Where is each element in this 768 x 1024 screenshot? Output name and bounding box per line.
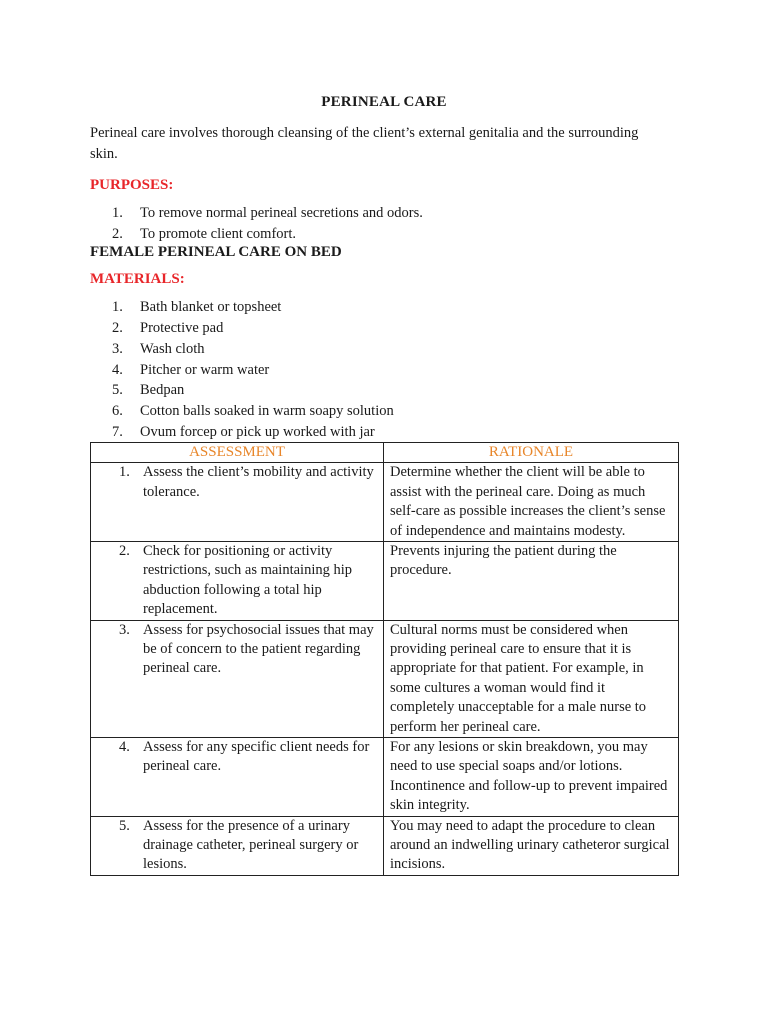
assessment-cell: [91, 816, 384, 875]
table-row: [91, 541, 679, 620]
purposes-heading: PURPOSES:: [90, 177, 174, 193]
page-title: PERINEAL CARE: [321, 94, 447, 110]
list-item: [90, 318, 768, 339]
list-text: Protective pad: [140, 320, 224, 337]
rationale-text: Prevents injuring the patient during the procedure.: [390, 542, 617, 579]
materials-list: [90, 297, 768, 442]
rationale-text: Determine whether the client will be able to assist with the perineal care. Doing as much self-care as possible increases the client’s sense of independence and maintains modesty.: [390, 464, 666, 539]
table-row: [91, 738, 679, 817]
list-number: 7.: [112, 423, 123, 440]
list-item: [90, 380, 768, 401]
section-heading: FEMALE PERINEAL CARE ON BED: [90, 244, 342, 261]
assessment-text: Assess for any specific client needs for perineal care.: [143, 739, 370, 775]
list-number: 2.: [112, 225, 123, 242]
assessment-cell: [91, 463, 384, 542]
assessment-text: Check for positioning or activity restrictions, such as maintaining hip abduction following a total hip replacement.: [143, 542, 353, 618]
table-header-row: [91, 443, 679, 463]
rationale-text: You may need to adapt the procedure to clean around an indwelling urinary catheteror surgical incisions.: [390, 817, 670, 873]
list-text: Pitcher or warm water: [140, 361, 270, 378]
list-number: 4.: [112, 361, 123, 378]
table-row: [91, 620, 679, 737]
list-item: [90, 422, 768, 443]
row-number: 5.: [119, 817, 130, 834]
list-text: To remove normal perineal secretions and odors.: [140, 205, 423, 221]
list-item: [90, 203, 768, 224]
purposes-list: [90, 203, 768, 244]
list-item: [90, 297, 768, 318]
list-number: 2.: [112, 320, 123, 337]
assessment-text: Assess the client’s mobility and activity tolerance.: [143, 464, 374, 500]
list-number: 1.: [112, 299, 123, 316]
table-row: [91, 463, 679, 542]
rationale-cell: [384, 738, 679, 817]
list-item: [90, 339, 768, 360]
list-item: [90, 401, 768, 422]
list-text: Ovum forcep or pick up worked with jar: [140, 423, 375, 440]
assessment-cell: [91, 738, 384, 817]
rationale-header: RATIONALE: [384, 443, 679, 463]
rationale-text: Cultural norms must be considered when providing perineal care to ensure that it is appropriate for that patient. For example, in some cultures a woman would find it completely unacceptable for a male nurse to perform her perineal care.: [390, 621, 647, 735]
rationale-cell: [384, 620, 679, 737]
list-number: 6.: [112, 402, 123, 419]
list-item: [90, 360, 768, 381]
list-number: 1.: [112, 205, 123, 221]
rationale-cell: [384, 463, 679, 542]
row-number: 2.: [119, 542, 130, 559]
list-text: Bath blanket or topsheet: [140, 299, 282, 316]
row-number: 3.: [119, 621, 130, 638]
assessment-cell: [91, 541, 384, 620]
assessment-header: ASSESSMENT: [91, 443, 384, 463]
assessment-text: Assess for the presence of a urinary drainage catheter, perineal surgery or lesions.: [143, 817, 359, 873]
rationale-cell: [384, 816, 679, 875]
materials-heading: MATERIALS:: [90, 271, 185, 288]
intro-paragraph: Perineal care involves thorough cleansing of the client’s external genitalia and the surrounding skin.: [90, 125, 639, 162]
assessment-text: Assess for psychosocial issues that may be of concern to the patient regarding perineal care.: [143, 621, 374, 677]
list-text: Cotton balls soaked in warm soapy solution: [140, 402, 394, 419]
list-number: 3.: [112, 340, 123, 357]
list-number: 5.: [112, 382, 123, 399]
assessment-table: [90, 442, 679, 876]
rationale-cell: [384, 541, 679, 620]
list-text: Bedpan: [140, 382, 185, 399]
rationale-text: For any lesions or skin breakdown, you may need to use special soaps and/or lotions. Incontinence and follow-up to prevent impaired skin integrity.: [390, 739, 668, 814]
row-number: 1.: [119, 464, 130, 481]
list-item: [90, 224, 768, 245]
assessment-cell: [91, 620, 384, 737]
row-number: 4.: [119, 739, 130, 756]
list-text: Wash cloth: [140, 340, 205, 357]
list-text: To promote client comfort.: [140, 225, 297, 242]
table-row: [91, 816, 679, 875]
